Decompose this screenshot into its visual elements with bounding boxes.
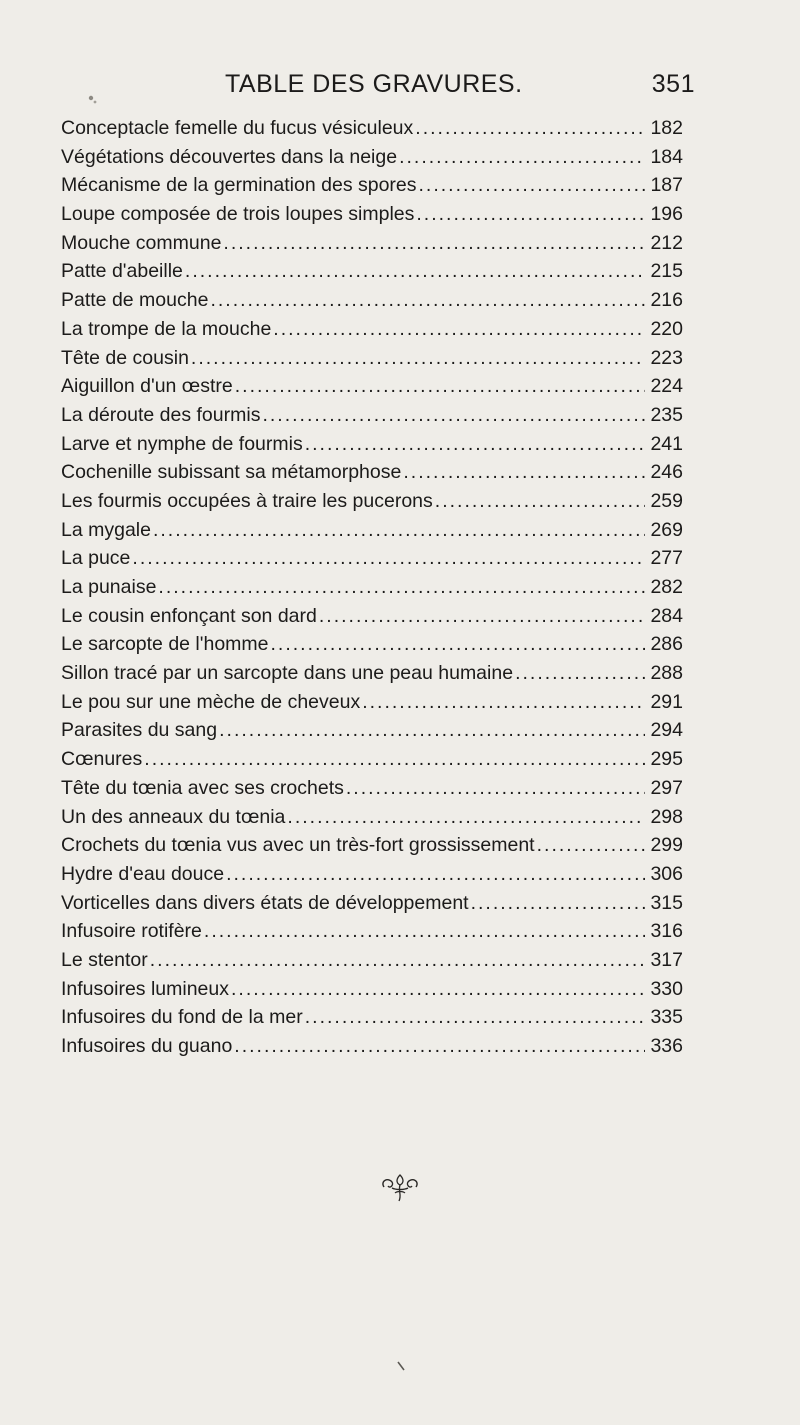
dot-leader [223, 229, 645, 258]
entry-title: Infusoires du fond de la mer [61, 1006, 303, 1029]
entry-title: La punaise [61, 576, 157, 598]
flourish-ornament-icon [378, 1171, 422, 1205]
dot-leader [435, 487, 645, 516]
entry-page-number: 196 [650, 203, 683, 226]
dot-leader [235, 372, 645, 401]
entry-title: Mécanisme de la germination des spores [61, 174, 417, 197]
entry-page-number: 241 [650, 432, 683, 455]
entry-title: La trompe de la mouche [61, 317, 272, 340]
entry-page-number: 184 [650, 145, 683, 168]
entry-page-number: 215 [650, 260, 683, 283]
entry-title: Aiguillon d'un œstre [61, 375, 233, 398]
entry-title: Patte de mouche [61, 289, 209, 312]
dot-leader [305, 1003, 645, 1032]
dot-leader [287, 803, 645, 832]
dot-leader [403, 458, 645, 487]
entry-title: Infusoires du guano [61, 1035, 233, 1057]
entry-page-number: 187 [650, 174, 683, 197]
toc-entry [61, 344, 683, 373]
entry-page-number: 299 [650, 834, 683, 857]
toc-entry [61, 630, 683, 659]
entry-page-number: 259 [650, 489, 683, 512]
toc-entry [61, 458, 683, 487]
figures-list [61, 114, 683, 1061]
dot-leader [471, 889, 645, 918]
dot-leader [362, 688, 645, 717]
dot-leader [185, 257, 645, 286]
entry-page-number: 282 [650, 576, 683, 598]
entry-page-number: 330 [650, 977, 683, 1000]
toc-entry [61, 171, 683, 200]
dot-leader [234, 1032, 645, 1061]
entry-page-number: 223 [650, 346, 683, 369]
entry-title: Patte d'abeille [61, 260, 183, 283]
entry-page-number: 336 [650, 1035, 683, 1057]
toc-entry [61, 229, 683, 258]
dot-leader [515, 659, 645, 688]
entry-title: La mygale [61, 518, 151, 541]
entry-title: Cochenille subissant sa métamorphose [61, 461, 402, 484]
entry-page-number: 235 [650, 403, 683, 426]
entry-page-number: 284 [650, 604, 683, 627]
toc-entry [61, 544, 683, 573]
dot-leader [419, 171, 645, 200]
toc-entry [61, 143, 683, 172]
entry-page-number: 291 [650, 690, 683, 713]
toc-entry [61, 889, 683, 918]
toc-entry [61, 114, 683, 143]
toc-entry [61, 946, 683, 975]
dot-leader [305, 430, 645, 459]
toc-entry [61, 803, 683, 832]
entry-page-number: 277 [650, 547, 683, 570]
entry-title: Végétations découvertes dans la neige [61, 145, 398, 168]
dot-leader [399, 143, 645, 172]
toc-entry [61, 831, 683, 860]
entry-title: Sillon tracé par un sarcopte dans une peau humaine [61, 662, 514, 685]
dot-leader [158, 573, 645, 602]
entry-page-number: 298 [650, 805, 683, 828]
dot-leader [415, 114, 645, 143]
toc-entry [61, 774, 683, 803]
toc-entry [61, 430, 683, 459]
toc-entry [61, 1003, 683, 1032]
dot-leader [271, 630, 645, 659]
entry-page-number: 212 [650, 231, 683, 254]
entry-page-number: 317 [650, 948, 683, 971]
entry-page-number: 182 [650, 117, 683, 139]
dot-leader [153, 516, 645, 545]
toc-entry [61, 860, 683, 889]
entry-title: La déroute des fourmis [61, 403, 261, 426]
dot-leader [144, 745, 645, 774]
entry-title: Le stentor [61, 948, 148, 971]
entry-title: Mouche commune [61, 231, 222, 254]
entry-title: Tête du tœnia avec ses crochets [61, 776, 344, 799]
entry-title: Cœnures [61, 748, 143, 771]
toc-entry [61, 917, 683, 946]
entry-title: Parasites du sang [61, 719, 218, 742]
entry-page-number: 224 [650, 375, 683, 398]
entry-title: Hydre d'eau douce [61, 862, 225, 885]
entry-page-number: 286 [650, 633, 683, 656]
dot-leader [226, 860, 645, 889]
ink-speck-icon [396, 1360, 406, 1372]
toc-entry [61, 1032, 683, 1061]
toc-entry [61, 315, 683, 344]
entry-page-number: 288 [650, 662, 683, 685]
toc-entry [61, 688, 683, 717]
page-header [225, 70, 695, 110]
toc-entry [61, 573, 683, 602]
dot-leader [191, 344, 645, 373]
dot-leader [204, 917, 645, 946]
dot-leader [273, 315, 645, 344]
entry-title: Le cousin enfonçant son dard [61, 604, 317, 627]
dot-leader [210, 286, 645, 315]
entry-page-number: 294 [650, 719, 683, 742]
entry-title: Loupe composée de trois loupes simples [61, 203, 415, 226]
toc-entry [61, 975, 683, 1004]
dot-leader [537, 831, 645, 860]
toc-entry [61, 516, 683, 545]
dot-leader [262, 401, 645, 430]
dot-leader [150, 946, 645, 975]
entry-page-number: 216 [650, 289, 683, 312]
entry-page-number: 297 [650, 776, 683, 799]
entry-title: Les fourmis occupées à traire les pucerons [61, 489, 433, 512]
entry-page-number: 295 [650, 748, 683, 771]
toc-entry [61, 286, 683, 315]
dot-leader [346, 774, 645, 803]
entry-page-number: 220 [650, 317, 683, 340]
entry-title: Vorticelles dans divers états de développement [61, 891, 469, 914]
dot-leader [416, 200, 645, 229]
dot-leader [319, 602, 645, 631]
toc-entry [61, 716, 683, 745]
entry-title: Le sarcopte de l'homme [61, 633, 269, 656]
dot-leader [219, 716, 645, 745]
entry-title: Larve et nymphe de fourmis [61, 432, 303, 455]
dot-leader [132, 544, 645, 573]
dot-leader [231, 975, 645, 1004]
entry-title: Crochets du tœnia vus avec un très-fort grossissement [61, 834, 535, 857]
ink-speck-icon [86, 94, 100, 106]
entry-title: Tête de cousin [61, 346, 189, 369]
entry-page-number: 306 [650, 862, 683, 885]
page-title: TABLE DES GRAVURES. [225, 70, 523, 98]
entry-page-number: 246 [650, 461, 683, 484]
entry-title: Conceptacle femelle du fucus vésiculeux [61, 117, 414, 139]
toc-entry [61, 487, 683, 516]
entry-title: Le pou sur une mèche de cheveux [61, 690, 361, 713]
page-number: 351 [651, 70, 695, 98]
entry-page-number: 315 [650, 891, 683, 914]
entry-title: La puce [61, 547, 131, 570]
toc-entry [61, 372, 683, 401]
entry-title: Infusoire rotifère [61, 920, 202, 943]
toc-entry [61, 745, 683, 774]
toc-entry [61, 200, 683, 229]
entry-page-number: 316 [650, 920, 683, 943]
toc-entry [61, 257, 683, 286]
entry-page-number: 335 [650, 1006, 683, 1029]
entry-title: Infusoires lumineux [61, 977, 229, 1000]
toc-entry [61, 602, 683, 631]
entry-title: Un des anneaux du tœnia [61, 805, 286, 828]
entry-page-number: 269 [650, 518, 683, 541]
toc-entry [61, 659, 683, 688]
toc-entry [61, 401, 683, 430]
